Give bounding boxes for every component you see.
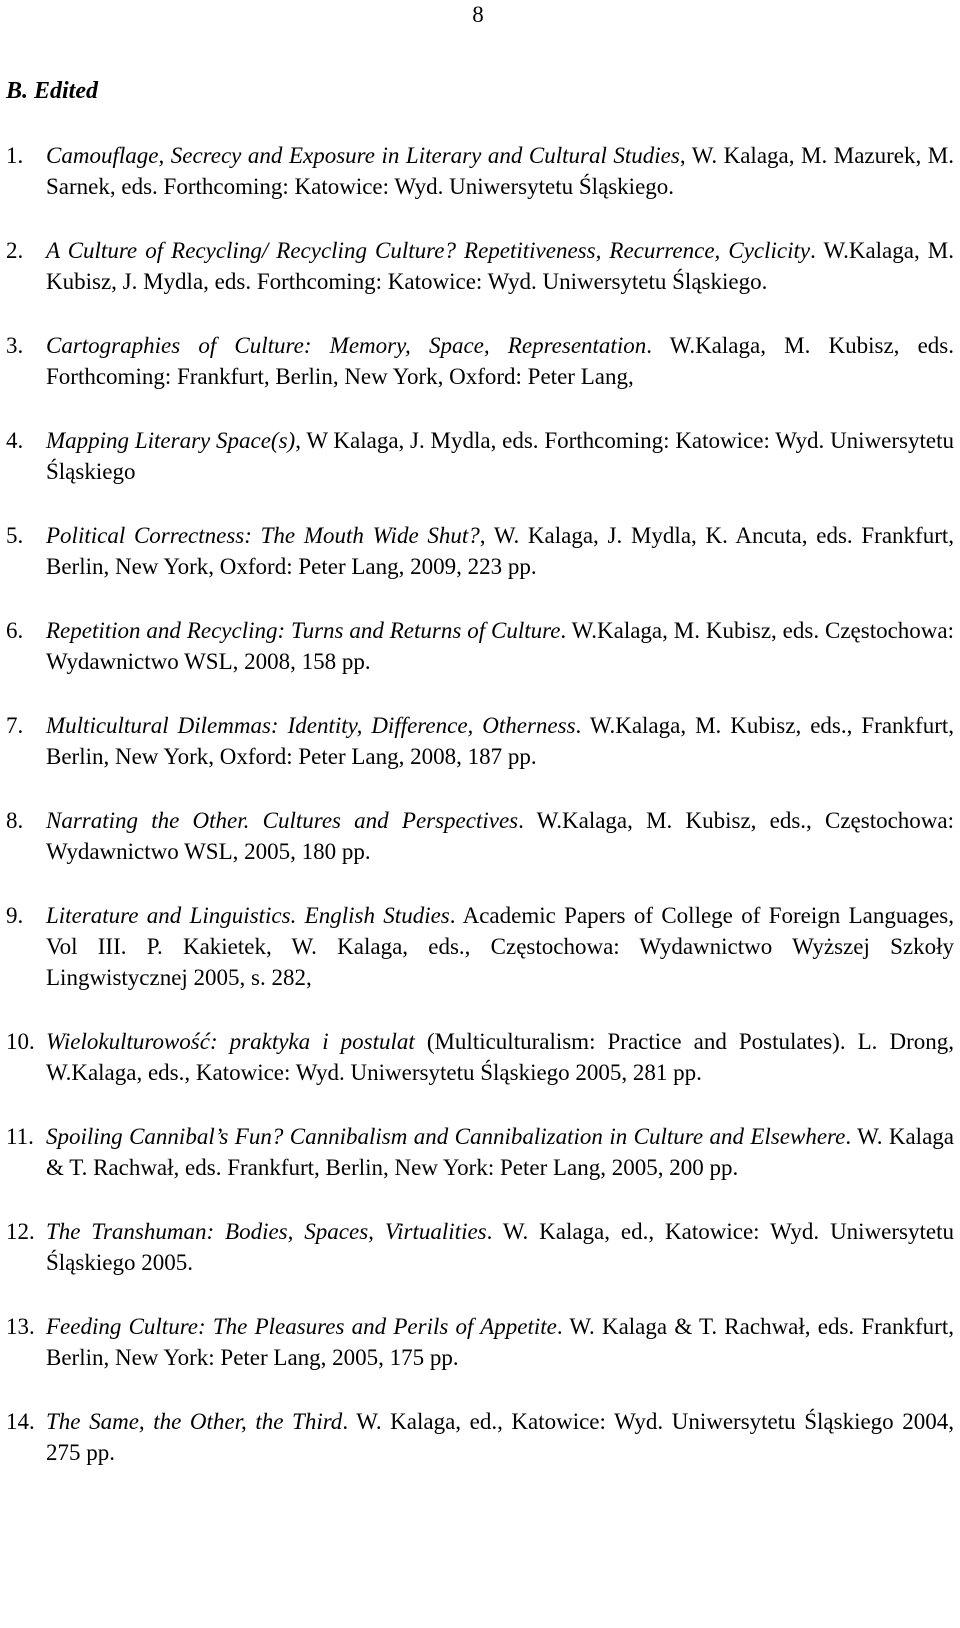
item-number: 11. [6,1124,34,1149]
item-title: A Culture of Recycling/ Recycling Culture? Repetitiveness, Recurrence, Cyclicity [46,238,811,263]
item-title: Literature and Linguistics. English Studies [46,903,450,928]
item-details: . W.Kalaga, M. Kubisz, eds. Forthcoming: Frankfurt, Berlin, New York, Oxford: Peter Lang, [46,333,954,389]
item-title: Multicultural Dilemmas: Identity, Difference, Otherness [46,713,576,738]
item-details: (Multiculturalism: Practice and Postulates). L. Drong, W.Kalaga, eds., Katowice: Wyd. Uniwersytetu Śląskiego 2005, 281 pp. [46,1029,954,1085]
page-number: 8 [472,2,484,27]
item-number: 5. [6,523,24,548]
item-title: Wielokulturowość: praktyka i postulat [46,1029,415,1054]
item-title: Repetition and Recycling: Turns and Returns of Culture [46,618,561,643]
item-text [46,330,958,392]
item-details: , W. Kalaga, J. Mydla, K. Ancuta, eds. Frankfurt, Berlin, New York, Oxford: Peter Lang, 2009, 223 pp. [46,523,954,579]
item-text [46,425,958,487]
item-number: 13. [6,1314,35,1339]
item-text [46,1311,958,1373]
item-text [46,615,958,677]
item-number: 3. [6,333,24,358]
list-item [0,1406,960,1468]
item-number: 12. [6,1219,35,1244]
item-text [46,1121,958,1183]
item-details: . W. Kalaga & T. Rachwał, eds. Frankfurt, Berlin, New York: Peter Lang, 2005, 200 pp. [46,1124,954,1180]
item-number: 4. [6,428,24,453]
item-title: The Transhuman: Bodies, Spaces, Virtualities [46,1219,487,1244]
list-item [0,710,960,772]
item-text [46,520,958,582]
item-details: , W. Kalaga, M. Mazurek, M. Sarnek, eds. Forthcoming: Katowice: Wyd. Uniwersytetu Śląskiego. [46,143,954,199]
item-number: 8. [6,808,24,833]
item-title: Feeding Culture: The Pleasures and Perils of Appetite [46,1314,557,1339]
item-text [46,805,958,867]
item-text [46,900,958,993]
item-number: 1. [6,143,24,168]
list-item [0,1216,960,1278]
item-number: 6. [6,618,24,643]
item-number: 14. [6,1409,35,1434]
item-title: Narrating the Other. Cultures and Perspectives [46,808,519,833]
list-item [0,1026,960,1088]
edited-volumes-list [0,140,960,1501]
item-details: . W.Kalaga, M. Kubisz, eds. Częstochowa: Wydawnictwo WSL, 2008, 158 pp. [46,618,954,674]
item-text [46,1026,958,1088]
item-text [46,235,958,297]
section-heading: B. Edited [6,78,99,104]
item-details: . W. Kalaga, ed., Katowice: Wyd. Uniwersytetu Śląskiego 2005. [46,1219,954,1275]
item-title: Political Correctness: The Mouth Wide Shut? [46,523,480,548]
list-item [0,235,960,297]
item-details: . W. Kalaga, ed., Katowice: Wyd. Uniwersytetu Śląskiego 2004, 275 pp. [46,1409,954,1465]
item-number: 7. [6,713,24,738]
list-item [0,615,960,677]
list-item [0,900,960,993]
list-item [0,1311,960,1373]
list-item [0,520,960,582]
item-details: . W. Kalaga & T. Rachwał, eds. Frankfurt, Berlin, New York: Peter Lang, 2005, 175 pp. [46,1314,954,1370]
item-text [46,710,958,772]
list-item [0,140,960,202]
item-title: Cartographies of Culture: Memory, Space, Representation [46,333,647,358]
item-title: Mapping Literary Space(s) [46,428,296,453]
list-item [0,330,960,392]
item-text [46,1406,958,1468]
item-details: . W.Kalaga, M. Kubisz, eds., Frankfurt, Berlin, New York, Oxford: Peter Lang, 2008, 187 pp. [46,713,954,769]
item-details: , W Kalaga, J. Mydla, eds. Forthcoming: Katowice: Wyd. Uniwersytetu Śląskiego [46,428,954,484]
item-text [46,1216,958,1278]
list-item [0,425,960,487]
item-details: . Academic Papers of College of Foreign Languages, Vol III. P. Kakietek, W. Kalaga, eds., Częstochowa: Wydawnictwo Wyższej Szkoły Lingwistycznej 2005, s. 282, [46,903,955,990]
list-item [0,805,960,867]
item-title: Camouflage, Secrecy and Exposure in Literary and Cultural Studies [46,143,680,168]
item-title: Spoiling Cannibal’s Fun? Cannibalism and Cannibalization in Culture and Elsewhere [46,1124,846,1149]
item-details: . W.Kalaga, M. Kubisz, J. Mydla, eds. Forthcoming: Katowice: Wyd. Uniwersytetu Śląskiego. [46,238,954,294]
item-number: 9. [6,903,24,928]
item-title: The Same, the Other, the Third [46,1409,343,1434]
item-number: 2. [6,238,24,263]
item-number: 10. [6,1029,35,1054]
list-item [0,1121,960,1183]
item-text [46,140,958,202]
item-details: . W.Kalaga, M. Kubisz, eds., Częstochowa: Wydawnictwo WSL, 2005, 180 pp. [46,808,954,864]
